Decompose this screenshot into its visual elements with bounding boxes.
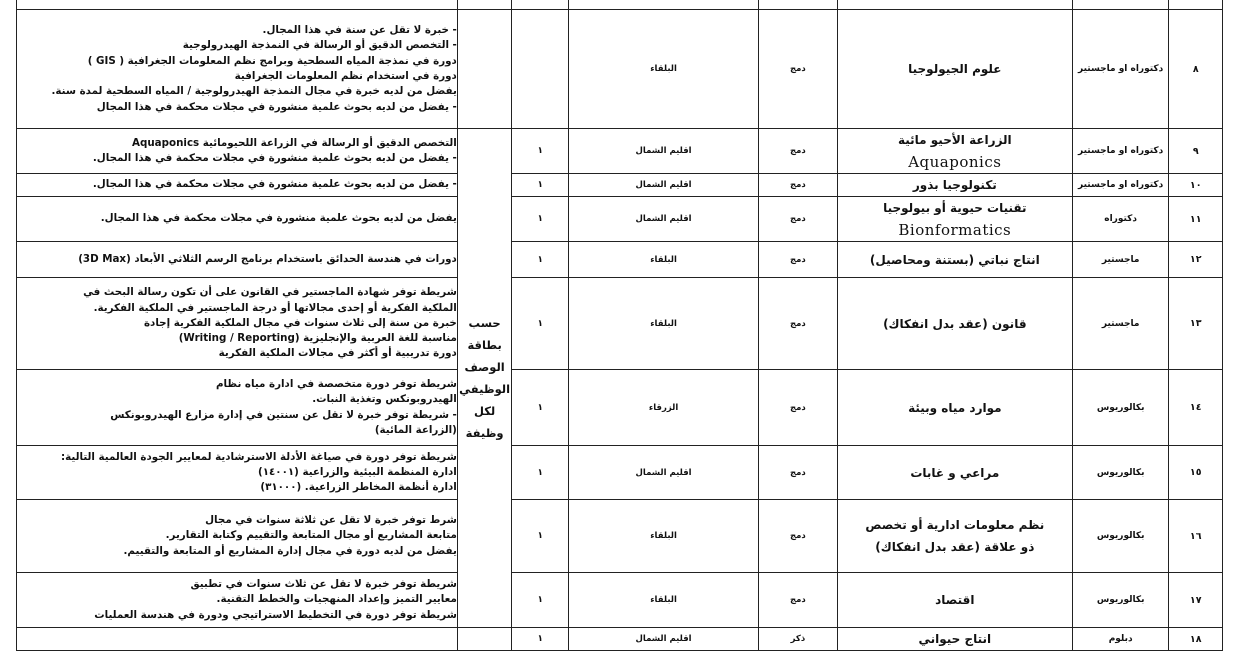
gender-cell: دمج [759,197,838,242]
note-word: وظيفة [465,426,504,440]
qualification-cell: بكالوريوس [1072,370,1169,446]
gender-cell: دمج [759,370,838,446]
count-cell: ١ [512,278,569,370]
table-row [17,197,1223,242]
note-word: الوظيفي [459,382,511,396]
major-line: تكنولوجيا بذور [912,178,997,192]
requirement-line: شريطة توفر دورة في التخطيط الاستراتيجي ودورة في هندسة العمليات [94,608,457,621]
qualification-cell: بكالوريوس [1072,446,1169,500]
major-cell [837,10,1072,129]
gender-cell: دمج [759,446,838,500]
requirement-line: - يفضل من لديه بحوث علمية منشورة في مجلات محكمة في هذا المجال. [92,152,457,164]
qualification-cell: بكالوريوس [1072,500,1169,573]
count-cell: ١ [512,628,569,651]
location-cell: الزرقاء [569,370,759,446]
requirement-line: - يفضل من لديه بحوث علمية منشورة في مجلات محكمة في هذا المجال [96,100,457,113]
count-cell: ١ [512,242,569,278]
row-number: ١٨ [1169,628,1223,651]
requirement-line: دورة في نمذجة المياه السطحية وبرامج نظم المعلومات الجغرافية ( GIS ) [87,54,457,67]
requirement-line: - يفضل من لديه بحوث علمية منشورة في مجلات محكمة في هذا المجال. [92,178,457,191]
requirement-line: - التخصص الدقيق أو الرسالة في النمذجة الهيدرولوجية [182,39,457,52]
major-line: Bionformatics [898,221,1012,239]
count-cell: ١ [512,174,569,197]
count-cell: ١ [512,446,569,500]
requirements-cell [17,10,458,129]
location-cell: البلقاء [569,500,759,573]
row-number: ١٢ [1169,242,1223,278]
table-body [17,0,1223,651]
requirement-line: شريطة توفر دورة متخصصة في ادارة مياه نظام [216,377,457,390]
major-cell [837,174,1072,197]
gender-cell: دمج [759,10,838,129]
major-line: اقتصاد [935,593,975,607]
requirements-cell [17,129,458,174]
note-word: حسب [468,316,501,330]
note-word: الوصف [464,360,505,374]
major-line: علوم الجيولوجيا [908,62,1002,76]
major-cell [837,500,1072,573]
requirement-line: شريطة توفر شهادة الماجستير في القانون على أن تكون رسالة البحث في [83,286,457,299]
count-cell: ١ [512,370,569,446]
row-number: ١٠ [1169,174,1223,197]
table-row [17,370,1223,446]
count-cell: ١ [512,500,569,573]
row-number: ١٤ [1169,370,1223,446]
location-cell: البلقاء [569,573,759,628]
requirement-line: - خبرة لا تقل عن سنة في هذا المجال. [262,24,457,37]
row-number: ١١ [1169,197,1223,242]
requirements-cell [17,278,458,370]
major-line: نظم معلومات ادارية أو تخصص [865,518,1045,532]
major-cell [837,197,1072,242]
major-line: تقنيات حيوية أو بيولوجيا [883,201,1027,215]
major-line: قانون (عقد بدل انفكاك) [883,316,1027,331]
location-cell: البلقاء [569,278,759,370]
gender-cell: دمج [759,174,838,197]
table-row [17,573,1223,628]
major-line: مراعي و غابات [910,465,1000,480]
row-number: ١٥ [1169,446,1223,500]
major-line: ذو علاقة (عقد بدل انفكاك) [875,540,1035,554]
major-line: انتاج نباتي (بستنة ومحاصيل) [869,252,1040,267]
table-row [17,174,1223,197]
requirement-line: خبرة من سنة إلى ثلاث سنوات في مجال الملكية الفكرية إجادة [143,316,457,329]
note-cell-empty [457,10,512,129]
table-row [17,446,1223,500]
requirements-cell [17,242,458,278]
location-cell: اقليم الشمال [569,174,759,197]
requirements-cell [17,370,458,446]
table-row [17,10,1223,129]
major-cell [837,628,1072,651]
location-cell: البلقاء [569,10,759,129]
requirements-cell [17,197,458,242]
requirement-line: يفضل من لديه بحوث علمية منشورة في مجلات محكمة في هذا المجال. [100,212,457,225]
location-cell: اقليم الشمال [569,129,759,174]
requirement-line: الملكية الفكرية أو إحدى مجالاتها أو درجة الماجستير في الملكية الفكرية. [93,301,457,314]
major-cell [837,370,1072,446]
major-cell [837,573,1072,628]
note-word: بطاقة [467,338,502,352]
location-cell: اقليم الشمال [569,197,759,242]
top-row-fragment [17,0,1223,10]
row-number: ٩ [1169,129,1223,174]
row-number: ٨ [1169,10,1223,129]
location-cell: اقليم الشمال [569,628,759,651]
major-line: Aquaponics [908,153,1002,171]
qualification-cell: بكالوريوس [1072,573,1169,628]
requirement-line: ادارة المنظمة البيئية والزراعية (١٤٠٠١) [258,465,457,478]
positions-table [16,0,1223,651]
job-description-note [457,129,512,628]
requirement-line: دورة في استخدام نظم المعلومات الجغرافية [234,70,457,82]
requirement-line: يفضل من لديه خبرة في مجال النمذجة الهيدرولوجية / المياه السطحية لمدة سنة. [51,85,457,98]
requirements-cell [17,446,458,500]
location-cell: اقليم الشمال [569,446,759,500]
table-row [17,129,1223,174]
requirement-line: - شريطة توفر خبرة لا تقل عن سنتين في إدارة مزارع الهيدروبونكس [110,408,457,421]
gender-cell: دمج [759,242,838,278]
note-word: لكل [473,404,496,418]
gender-cell: دمج [759,129,838,174]
row-number: ١٦ [1169,500,1223,573]
count-cell: ١ [512,129,569,174]
qualification-cell: دكتوراه او ماجستير [1072,10,1169,129]
requirement-line: الهيدروبونكس وتغذية النبات. [312,393,457,406]
requirement-line: شريطة توفر دورة في صياغة الأدلة الاسترشادية لمعايير الجودة العالمية التالية: [61,450,457,463]
requirement-line: ادارة أنظمة المخاطر الزراعية. (٣١٠٠٠) [260,481,457,494]
requirement-line: مناسبة للغة العربية والإنجليزية (Writing / Reporting) [178,332,457,345]
table-row [17,278,1223,370]
qualification-cell: دبلوم [1072,628,1169,651]
requirement-line: التخصص الدقيق أو الرسالة في الزراعة اللحيومائية Aquaponics [132,136,457,149]
table-row [17,242,1223,278]
gender-cell: دمج [759,500,838,573]
row-number: ١٣ [1169,278,1223,370]
major-cell [837,278,1072,370]
requirement-line: متابعة المشاريع أو مجال المتابعة والتقييم وكتابة التقارير. [165,529,457,542]
qualification-cell: دكتوراه او ماجستير [1072,129,1169,174]
count-cell: ١ [512,573,569,628]
gender-cell: دمج [759,573,838,628]
qualification-cell: دكتوراه او ماجستير [1072,174,1169,197]
requirement-line: شريطة توفر خبرة لا تقل عن ثلاث سنوات في تطبيق [190,578,457,591]
major-cell [837,129,1072,174]
table-row [17,628,1223,651]
requirements-cell [17,628,458,651]
requirements-cell [17,573,458,628]
requirements-cell [17,174,458,197]
major-cell [837,242,1072,278]
gender-cell: دمج [759,278,838,370]
requirement-line: دورات في هندسة الحدائق باستخدام برنامج الرسم الثلاثي الأبعاد (3D Max) [78,252,457,265]
requirements-cell [17,500,458,573]
qualification-cell: ماجستير [1072,242,1169,278]
requirement-line: يفضل من لديه دورة في مجال إدارة المشاريع أو المتابعة والتقييم. [123,544,457,557]
major-line: موارد مياه وبيئة [908,400,1002,415]
requirement-line: معايير التميز وإعداد المنهجيات والخطط التقنية. [216,593,457,606]
row-number: ١٧ [1169,573,1223,628]
major-cell [837,446,1072,500]
qualification-cell: دكتوراه [1072,197,1169,242]
count-cell [512,10,569,129]
major-line: الزراعة الأحيو مائية [897,133,1012,147]
requirement-line: شرط توفر خبرة لا تقل عن ثلاثة سنوات في مجال [205,514,457,527]
major-line: انتاج حيواني [918,632,992,646]
requirement-line: دورة تدريبية أو أكثر في مجالات الملكية الفكرية [218,347,457,360]
qualification-cell: ماجستير [1072,278,1169,370]
gender-cell: ذكر [759,628,838,651]
table-row [17,500,1223,573]
count-cell: ١ [512,197,569,242]
location-cell: البلقاء [569,242,759,278]
requirement-line: (الزراعة المائية) [374,423,457,436]
note-cell-empty [457,628,512,651]
